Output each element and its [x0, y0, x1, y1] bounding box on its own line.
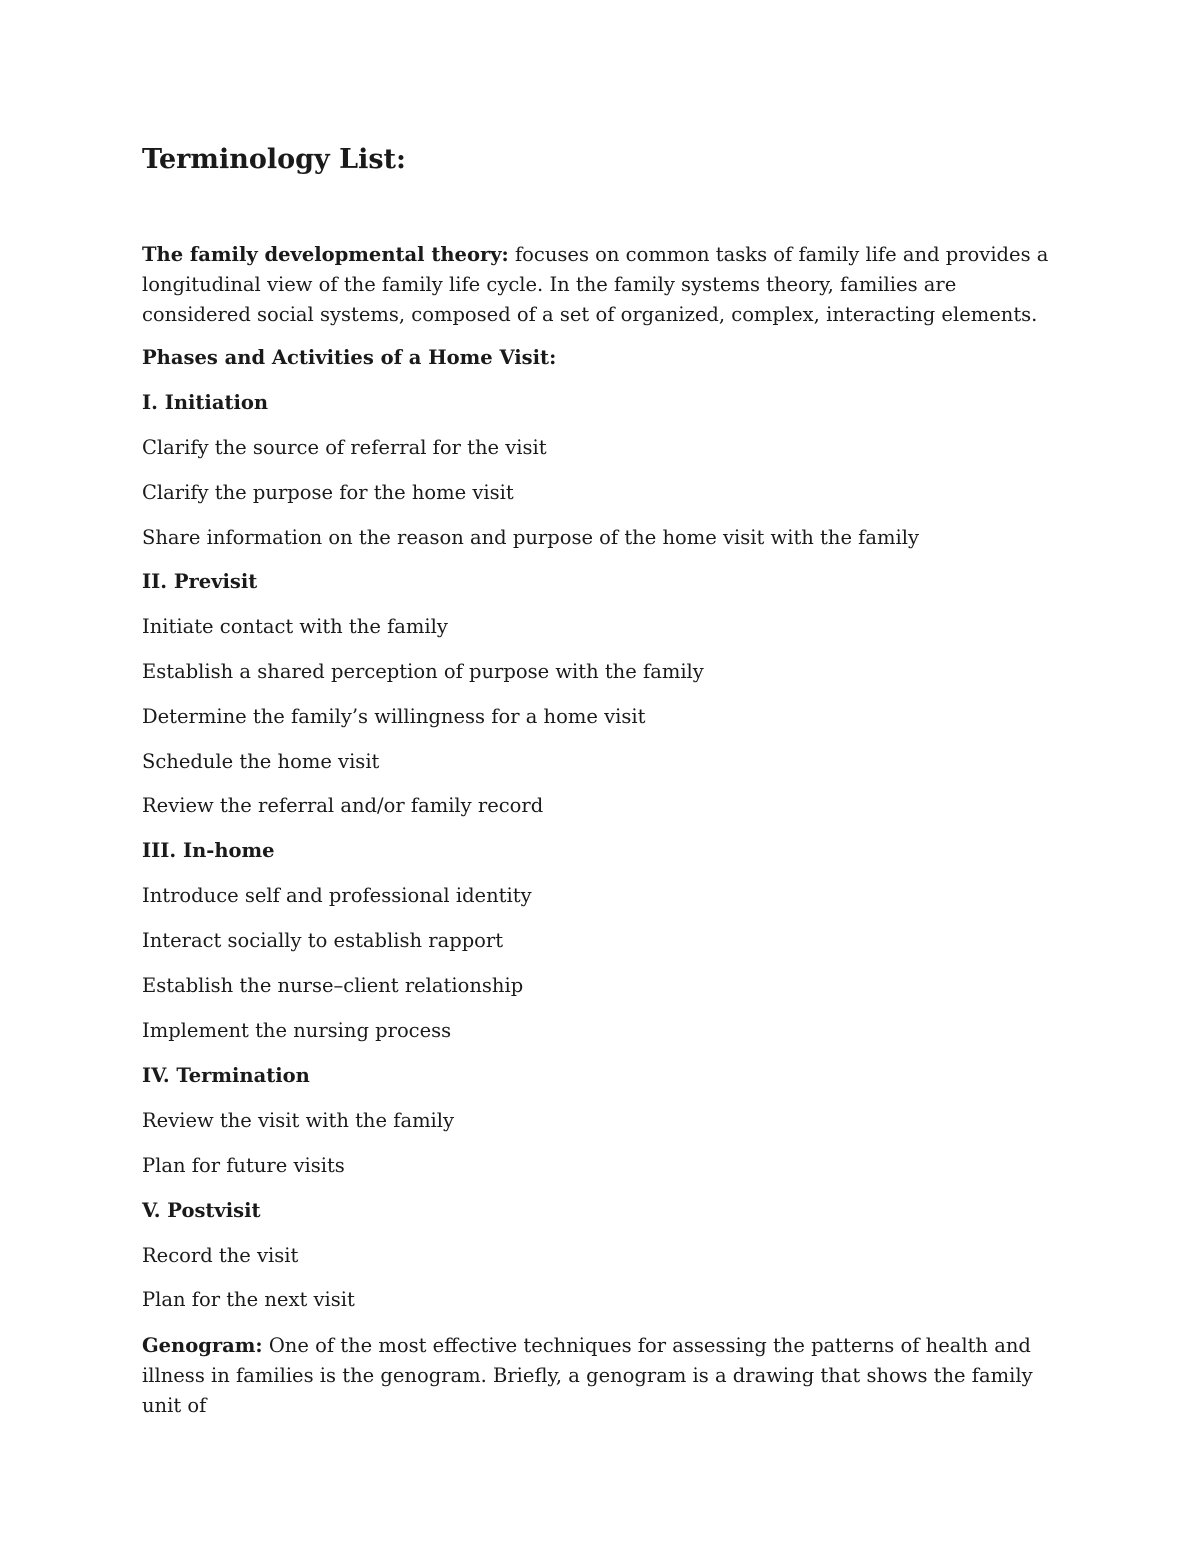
phase-heading: II. Previsit — [142, 570, 258, 593]
list-item: Determine the family’s willingness for a home visit — [142, 705, 646, 728]
list-item: Review the referral and/or family record — [142, 794, 544, 817]
genogram-term: Genogram: — [142, 1334, 263, 1357]
list-item: Share information on the reason and purpose of the home visit with the family — [142, 526, 920, 549]
phase-heading: III. In-home — [142, 839, 275, 862]
page-title: Terminology List: — [142, 144, 406, 175]
genogram-text: One of the most effective techniques for assessing the patterns of health and illness in families is the genogram. Briefly, a genogram is a drawing that shows the family unit of — [142, 1334, 1033, 1417]
list-item: Clarify the source of referral for the visit — [142, 436, 547, 459]
intro-paragraph — [142, 240, 1058, 330]
genogram-paragraph — [142, 1331, 1058, 1421]
phase-heading: IV. Termination — [142, 1064, 310, 1087]
list-item: Review the visit with the family — [142, 1109, 455, 1132]
list-item: Record the visit — [142, 1244, 299, 1267]
list-item: Establish a shared perception of purpose with the family — [142, 660, 704, 683]
phase-heading: I. Initiation — [142, 391, 269, 414]
list-item: Plan for future visits — [142, 1154, 345, 1177]
list-item: Clarify the purpose for the home visit — [142, 481, 514, 504]
list-item: Schedule the home visit — [142, 750, 380, 773]
phase-heading: V. Postvisit — [142, 1199, 261, 1222]
intro-text: focuses on common tasks of family life and provides a longitudinal view of the family life cycle. In the family systems theory, families are considered social systems, composed of a set of organized, complex, interacting elements. — [142, 243, 1049, 326]
intro-term: The family developmental theory: — [142, 243, 509, 266]
list-item: Initiate contact with the family — [142, 615, 448, 638]
list-item: Interact socially to establish rapport — [142, 929, 504, 952]
list-item: Establish the nurse–client relationship — [142, 974, 524, 997]
list-item: Plan for the next visit — [142, 1288, 355, 1311]
list-item: Implement the nursing process — [142, 1019, 452, 1042]
phases-heading: Phases and Activities of a Home Visit: — [142, 346, 557, 369]
list-item: Introduce self and professional identity — [142, 884, 532, 907]
